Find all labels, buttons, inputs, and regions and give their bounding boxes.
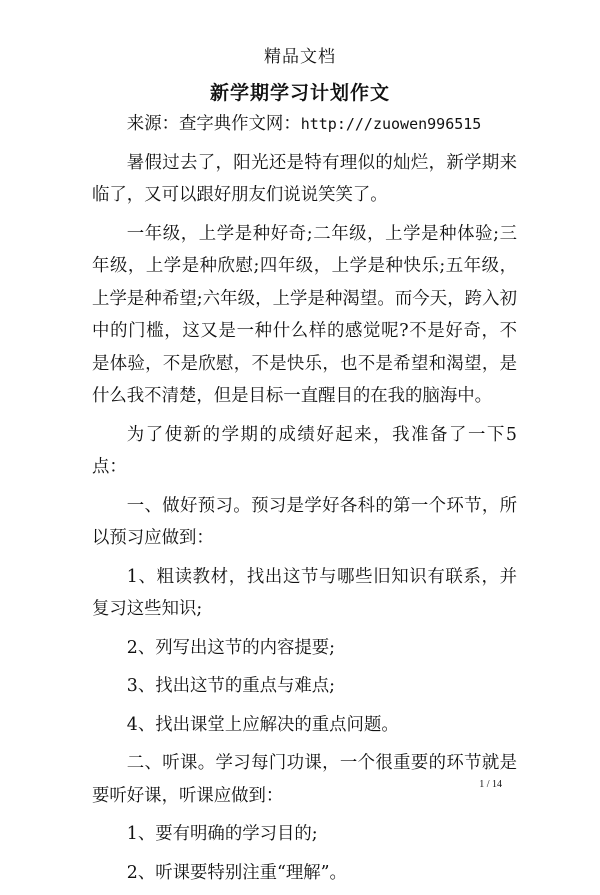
paragraph: 2、列写出这节的内容提要; (126, 637, 336, 658)
page-header: 精品文档 (264, 47, 336, 67)
paragraph: 一年级，上学是种好奇;二年级，上学是种体验;三年级，上学是种欣慰;四年级，上学是种快乐;五年级，上学是种希望;六年级，上学是种渴望。而今天，跨入初中的门槛，这又是一种什么样的感觉呢?不是好奇，不是体验，不是欣慰，不是快乐，也不是希望和渴望，是什么我不清楚，但是目标一直醒目的在我的脑海中。 (92, 223, 517, 406)
source-url: http:///zuowen996515 (300, 115, 482, 133)
paragraph: 2、听课要特别注重“理解”。 (126, 862, 347, 883)
paragraph: 4、找出课堂上应解决的重点问题。 (126, 714, 399, 735)
paragraph: 3、找出这节的重点与难点; (126, 676, 336, 696)
paragraph: 暑假过去了，阳光还是特有理似的灿烂，新学期来临了，又可以跟好朋友们说说笑笑了。 (92, 152, 517, 205)
paragraph: 为了使新的学期的成绩好起来，我准备了一下5点： (92, 424, 517, 477)
page-number: 1 / 14 (479, 779, 502, 790)
paragraph: 二、听课。学习每门功课，一个很重要的环节就是要听好课，听课应做到： (92, 753, 517, 806)
paragraph: 1、要有明确的学习目的; (126, 824, 318, 844)
source-label: 来源：查字典作文网： (126, 114, 301, 134)
source-line (92, 108, 517, 141)
paragraph: 1、粗读教材，找出这节与哪些旧知识有联系，并复习这些知识; (92, 566, 517, 619)
paragraph: 一、做好预习。预习是学好各科的第一个环节，所以预习应做到： (92, 495, 517, 548)
document-title: 新学期学习计划作文 (209, 82, 390, 104)
document-body (92, 108, 517, 895)
